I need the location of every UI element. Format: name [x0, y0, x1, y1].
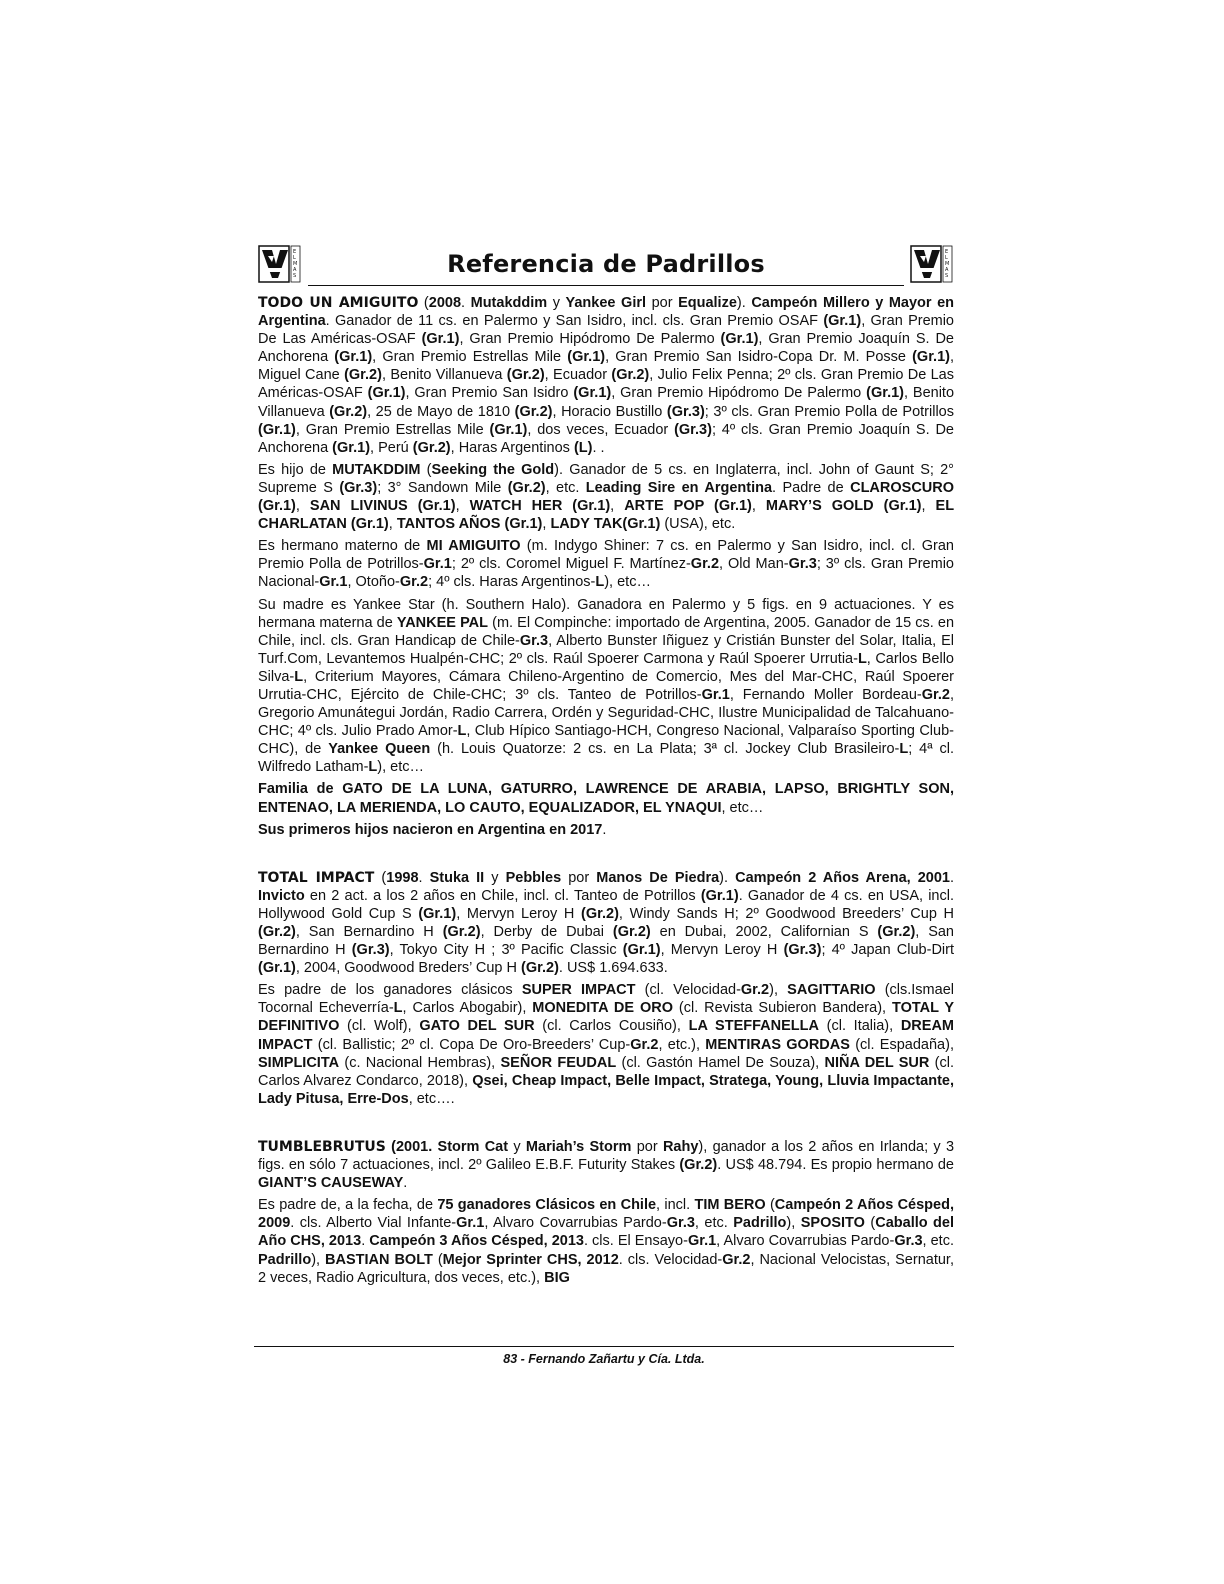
- text-run: Familia de GATO DE LA LUNA, GATURRO, LAWRENCE DE ARABIA, LAPSO, BRIGHTLY SON, ENTENAO, LA MERIENDA, LO CAUTO, EQUALIZADOR, EL YNAQUI: [258, 781, 954, 816]
- text-run: . US$ 1.694.633.: [558, 960, 668, 977]
- text-run: , incl.: [656, 1197, 695, 1214]
- text-run: L: [899, 741, 909, 758]
- text-run: ,: [388, 516, 397, 533]
- text-run: (Gr.2): [679, 1157, 718, 1174]
- text-run: ),: [769, 982, 788, 999]
- text-run: , Gran Premio San Isidro-Copa Dr. M. Posse: [605, 349, 913, 366]
- text-run: ; 3° Sandown Mile: [377, 479, 508, 496]
- svg-text:S: S: [293, 273, 297, 279]
- text-run: , etc.),: [658, 1036, 706, 1053]
- text-run: , San Bernardino H: [295, 924, 443, 940]
- text-run: , Mervyn Leroy H: [660, 942, 784, 959]
- svg-text:L: L: [293, 255, 296, 261]
- text-run: Campeón 2 Años Arena, 2001: [735, 869, 950, 886]
- text-run: (cl. Velocidad-: [635, 982, 741, 999]
- text-run: (Gr.3): [339, 479, 378, 496]
- text-run: L: [294, 668, 304, 685]
- text-run: , Gran Premio Joaquín S. De Anchorena: [258, 331, 954, 366]
- text-run: . Padre de: [772, 479, 851, 496]
- text-run: (cl. Gastón Hamel De Souza),: [616, 1054, 825, 1071]
- text-run: TOTAL Y DEFINITIVO: [258, 1000, 955, 1035]
- text-run: (c. Nacional Hembras),: [339, 1054, 501, 1071]
- text-run: 2008: [428, 295, 462, 311]
- text-run: Gr.3: [519, 632, 549, 649]
- text-run: Pebbles: [505, 869, 562, 886]
- text-run: Yankee Queen: [328, 741, 431, 758]
- entry-paragraph: [258, 596, 954, 777]
- text-run: , etc….: [408, 1090, 455, 1107]
- text-run: ; 4º cls. Gran Premio Joaquín S. De Anchorena: [258, 421, 954, 456]
- text-run: .: [418, 869, 430, 886]
- text-run: Campeón 3 Años Césped, 2013: [369, 1233, 584, 1250]
- text-run: Mutakddim: [470, 295, 548, 311]
- text-run: ; 4º cls. Haras Argentinos-: [428, 574, 596, 591]
- text-run: .: [602, 821, 607, 838]
- text-run: SUPER IMPACT: [521, 982, 636, 999]
- text-run: Seeking the Gold: [431, 461, 555, 478]
- text-run: (Gr.1): [258, 421, 296, 438]
- text-run: MI AMIGUITO: [426, 538, 521, 555]
- text-run: .: [950, 869, 955, 886]
- text-run: (Gr.1): [334, 349, 373, 366]
- text-run: ).: [719, 869, 736, 886]
- text-run: NIÑA DEL SUR: [824, 1054, 930, 1071]
- text-run: (Gr.1): [720, 331, 759, 348]
- text-run: (m. Indygo Shiner: 7 cs. en Palermo y San Isidro, incl. cl. Gran Premio Polla de Potrillos-: [258, 538, 954, 573]
- text-run: . cls. Velocidad-: [618, 1251, 723, 1268]
- text-run: (Gr.2): [612, 924, 651, 940]
- text-run: , Gran Premio Estrellas Mile: [295, 421, 490, 438]
- text-run: ).: [736, 295, 752, 311]
- text-run: , Club Hípico Santiago-HCH, Congreso Nacional, Valparaíso Sporting Club-CHC), de: [258, 723, 954, 758]
- text-run: Gr.2: [690, 556, 720, 573]
- text-run: , Gran Premio Estrellas Mile: [372, 349, 568, 366]
- text-run: , Derby de Dubai: [480, 924, 613, 940]
- text-run: Campeón Millero y Mayor en Argentina: [258, 295, 955, 330]
- text-run: (L): [573, 439, 593, 456]
- text-run: MUTAKDDIM: [332, 461, 421, 478]
- text-run: , Carlos Bello Silva-: [258, 650, 954, 685]
- text-run: L: [595, 574, 605, 591]
- footer-rule: [254, 1346, 954, 1347]
- text-run: , Windy Sands H; 2º Goodwood Breeders’ Cup H: [618, 905, 954, 922]
- document-page: [258, 240, 954, 1291]
- text-run: , Gran Premio Hipódromo De Palermo: [459, 331, 721, 348]
- text-run: (Gr.1): [700, 887, 739, 904]
- text-run: Gr.1: [687, 1233, 717, 1250]
- text-run: .: [361, 1233, 370, 1250]
- text-run: , Horacio Bustillo: [552, 403, 667, 420]
- text-run: Stuka II: [429, 869, 485, 886]
- page-header: [258, 240, 954, 288]
- text-run: , Mervyn Leroy H: [456, 905, 582, 922]
- text-run: en 2 act. a los 2 años en Chile, incl. cl. Tanteo de Potrillos: [304, 887, 701, 904]
- svg-text:M: M: [945, 261, 950, 267]
- text-run: (Gr.2): [442, 924, 481, 940]
- text-run: Qsei, Cheap Impact, Belle Impact, Stratega, Young, Lluvia Impactante, Lady Pitusa, Erre-Dos: [258, 1072, 955, 1107]
- text-run: y: [508, 1138, 526, 1155]
- text-run: (Gr.2): [412, 439, 451, 456]
- text-run: , Old Man-: [719, 556, 789, 573]
- text-run: y: [547, 295, 566, 311]
- text-run: por: [631, 1138, 663, 1155]
- text-run: Gr.1: [701, 686, 730, 703]
- text-run: Es padre de, a la fecha, de: [258, 1197, 438, 1214]
- text-run: ; 3º cls. Gran Premio Polla de Potrillos: [704, 403, 954, 420]
- text-run: (Gr.1): [258, 960, 296, 977]
- text-run: ), ganador a los 2 años en Irlanda; y 3 figs. en sólo 7 actuaciones, incl. 2º Galileo E.B.F. Futurity Stakes: [258, 1138, 955, 1174]
- text-run: , Alvaro Covarrubias Pardo-: [716, 1233, 895, 1250]
- text-run: (Gr.3): [783, 942, 822, 959]
- text-run: Gr.3: [894, 1233, 923, 1250]
- text-run: , Gran Premio De Las Américas-OSAF: [258, 313, 954, 348]
- text-run: ; 3º cls. Gran Premio Nacional-: [258, 556, 954, 591]
- text-run: , 2004, Goodwood Breders’ Cup H: [295, 960, 522, 977]
- text-run: (: [432, 1251, 443, 1268]
- text-run: , etc.: [922, 1233, 954, 1250]
- text-run: Sus primeros hijos nacieron en Argentina en 2017: [258, 821, 603, 838]
- text-run: , dos veces, Ecuador: [527, 421, 675, 438]
- text-run: ,: [455, 498, 470, 515]
- text-run: Gr.2: [630, 1036, 659, 1053]
- text-run: ), etc…: [604, 574, 651, 591]
- text-run: Invicto: [258, 887, 305, 904]
- text-run: SAGITTARIO: [787, 982, 876, 999]
- text-run: WATCH HER (Gr.1): [469, 498, 611, 515]
- text-run: ). Ganador de 5 cs. en Inglaterra, incl. John of Gaunt S; 2° Supreme S: [258, 461, 954, 496]
- text-run: Gr.2: [399, 574, 429, 591]
- text-run: L: [368, 759, 378, 776]
- text-run: ,: [542, 516, 551, 533]
- svg-text:E: E: [945, 249, 949, 255]
- text-run: (cl. Carlos Alvarez Condarco, 2018),: [258, 1054, 954, 1089]
- text-run: (: [418, 295, 429, 311]
- horse-name: TOTAL IMPACT: [258, 869, 375, 886]
- text-run: (Gr.1): [573, 385, 612, 402]
- text-run: Es hijo de: [258, 461, 333, 478]
- text-run: (Gr.1): [332, 439, 371, 456]
- text-run: . .: [592, 439, 605, 456]
- text-run: YANKEE PAL: [396, 614, 489, 631]
- text-run: CLAROSCURO (Gr.1): [258, 479, 955, 515]
- entry-paragraph: [258, 821, 954, 839]
- text-run: , Ecuador: [544, 367, 612, 384]
- svg-text:A: A: [293, 267, 297, 273]
- text-run: (Gr.3): [666, 403, 705, 420]
- text-run: BIG: [544, 1269, 570, 1286]
- text-run: Padrillo: [258, 1251, 312, 1268]
- text-run: (: [374, 869, 387, 886]
- text-run: , Nacional Velocistas, Sernatur, 2 veces, Radio Agricultura, dos veces, etc.),: [258, 1251, 954, 1286]
- text-run: (Gr.1): [418, 905, 457, 922]
- text-run: , Fernando Moller Bordeau-: [729, 686, 922, 703]
- text-run: , Benito Villanueva: [258, 385, 955, 420]
- text-run: (2001. Storm Cat: [385, 1138, 509, 1155]
- entry-paragraph: [258, 537, 954, 591]
- text-run: (Gr.3): [351, 942, 390, 959]
- text-run: LADY TAK(Gr.1): [550, 516, 661, 533]
- text-run: 75 ganadores Clásicos en Chile: [437, 1197, 657, 1214]
- text-run: GATO DEL SUR: [419, 1018, 535, 1035]
- text-run: L: [393, 1000, 403, 1017]
- text-run: , Gregorio Amunátegui Jordán, Radio Carrera, Ordén y Seguridad-CHC, Ilustre Municipalidad de Talcahuano-CHC; 4º cls. Julio Prado Amor-: [258, 686, 954, 740]
- text-run: , etc…: [721, 799, 764, 816]
- text-run: Caballo del Año CHS, 2013: [258, 1215, 955, 1250]
- text-run: . Ganador de 11 cs. en Palermo y San Isidro, incl. cls. Gran Premio OSAF: [325, 313, 824, 330]
- page-footer: 83 - Fernando Zañartu y Cía. Ltda.: [503, 1352, 705, 1366]
- logo-icon: [910, 242, 954, 286]
- text-run: Equalize: [678, 295, 737, 311]
- entry-paragraph: [258, 780, 954, 816]
- text-run: SEÑOR FEUDAL: [500, 1054, 617, 1071]
- text-run: Es padre de los ganadores clásicos: [258, 982, 522, 999]
- text-run: , Benito Villanueva: [381, 367, 507, 384]
- text-run: ,: [921, 498, 936, 515]
- text-run: (Gr.1): [367, 385, 406, 402]
- logo-icon: [258, 242, 302, 286]
- text-run: . cls. Alberto Vial Infante-: [290, 1215, 457, 1232]
- text-run: .: [403, 1175, 408, 1192]
- text-run: L: [857, 650, 867, 667]
- text-run: SAN LIVINUS (Gr.1): [309, 498, 456, 515]
- horse-name: TUMBLEBRUTUS: [258, 1138, 386, 1155]
- text-run: , etc.: [545, 479, 586, 496]
- text-run: (Gr.1): [421, 331, 460, 348]
- text-run: (cl. Wolf),: [339, 1018, 420, 1035]
- text-run: (Gr.2): [506, 367, 545, 384]
- text-run: (: [420, 461, 432, 478]
- text-run: TIM BERO: [694, 1197, 766, 1214]
- text-run: , Alberto Bunster Iñiguez y Cristián Bunster del Solar, Italia, El Turf.Com, Levantemos Hualpén-CHC; 2º cls. Raúl Spoerer Carmona y Raúl Spoerer Urrutia-: [258, 632, 954, 667]
- text-run: (Gr.2): [521, 960, 559, 977]
- text-run: . cls. El Ensayo-: [583, 1233, 688, 1250]
- text-run: (Gr.1): [622, 942, 661, 959]
- text-run: Es hermano materno de: [258, 538, 427, 555]
- text-run: MARY’S GOLD (Gr.1): [765, 498, 922, 515]
- svg-text:E: E: [293, 249, 297, 255]
- text-run: ,: [751, 498, 766, 515]
- text-run: (: [864, 1215, 876, 1232]
- text-run: Padrillo: [733, 1215, 787, 1232]
- text-run: SPOSITO: [800, 1215, 865, 1232]
- text-run: Rahy: [662, 1138, 699, 1155]
- text-run: , Gran Premio San Isidro: [405, 385, 574, 402]
- text-run: DREAM IMPACT: [258, 1018, 954, 1053]
- text-run: , Julio Felix Penna; 2º cls. Gran Premio De Las Américas-OSAF: [258, 367, 954, 402]
- text-run: Gr.1: [319, 574, 348, 591]
- entry-heading-paragraph: [258, 869, 954, 978]
- text-run: , Miguel Cane: [258, 349, 954, 384]
- text-run: (cl. Carlos Cousiño),: [534, 1018, 689, 1035]
- entry-paragraph: [258, 981, 954, 1108]
- text-run: por: [646, 295, 679, 311]
- text-run: (h. Louis Quatorze: 2 cs. en La Plata; 3ª cl. Jockey Club Brasileiro-: [430, 741, 900, 758]
- text-run: , Criterium Mayores, Cámara Chileno-Argentino de Comercio, Mes del Mar-CHC, Raúl Spoerer Urrutia-CHC, Ejército de Chile-CHC; 3º cls. Tanteo de Potrillos-: [258, 668, 954, 703]
- text-run: (cl. Italia),: [818, 1018, 901, 1035]
- entry-paragraph: [258, 1196, 954, 1286]
- text-run: BASTIAN BOLT: [325, 1251, 433, 1268]
- text-run: (: [765, 1197, 775, 1214]
- text-run: MENTIRAS GORDAS: [705, 1036, 850, 1053]
- svg-text:S: S: [945, 273, 949, 279]
- text-run: Gr.3: [666, 1215, 695, 1232]
- text-run: (Gr.3): [674, 421, 712, 438]
- text-run: (Gr.2): [581, 905, 619, 922]
- text-run: por: [561, 869, 597, 886]
- text-run: Gr.1: [423, 556, 452, 573]
- text-run: Gr.2: [921, 686, 950, 703]
- text-run: ),: [311, 1251, 326, 1268]
- text-run: .: [461, 295, 471, 311]
- text-run: ARTE POP (Gr.1): [624, 498, 752, 515]
- text-run: Gr.3: [788, 556, 817, 573]
- text-run: ,: [610, 498, 625, 515]
- text-run: Campeón 2 Años Césped, 2009: [258, 1197, 954, 1232]
- text-run: (cl. Ballistic; 2º cl. Copa De Oro-Breeders’ Cup-: [312, 1036, 631, 1053]
- text-run: (m. El Compinche: importado de Argentina, 2005. Ganador de 15 cs. en Chile, incl. cls. Gran Handicap de Chile-: [258, 614, 955, 649]
- entry-paragraph: [258, 461, 954, 533]
- text-run: (Gr.2): [877, 924, 916, 940]
- text-run: Su madre es Yankee Star (h. Southern Halo). Ganadora en Palermo y 5 figs. en 9 actuaciones. Y es hermana materna de: [258, 596, 954, 631]
- text-run: (Gr.1): [823, 313, 862, 330]
- text-run: Mariah’s Storm: [525, 1138, 632, 1155]
- text-run: , Alvaro Covarrubias Pardo-: [484, 1215, 667, 1232]
- text-run: (USA), etc.: [660, 516, 736, 533]
- text-run: , Tokyo City H ; 3º Pacific Classic: [389, 942, 623, 959]
- text-run: (Gr.1): [866, 385, 904, 402]
- page-title: Referencia de Padrillos: [447, 250, 765, 278]
- text-run: (Gr.2): [329, 403, 368, 420]
- text-run: (Gr.2): [611, 367, 650, 384]
- text-run: (Gr.2): [258, 924, 296, 940]
- text-run: ), etc…: [377, 759, 424, 776]
- text-run: , 25 de Mayo de 1810: [367, 403, 515, 420]
- text-run: , Perú: [370, 439, 413, 456]
- text-run: (Gr.2): [507, 479, 546, 496]
- text-run: , Haras Argentinos: [450, 439, 574, 456]
- text-run: Gr.1: [456, 1215, 485, 1232]
- text-run: ; 4ª cl. Wilfredo Latham-: [258, 741, 954, 776]
- text-run: (cl. Revista Subieron Bandera),: [673, 1000, 892, 1017]
- text-run: ; 2º cls. Coromel Miguel F. Martínez-: [451, 556, 691, 573]
- text-run: Yankee Girl: [565, 295, 647, 311]
- document-body: [258, 294, 954, 1287]
- text-run: (Gr.1): [912, 349, 950, 366]
- text-run: LA STEFFANELLA: [688, 1018, 819, 1035]
- text-run: . Ganador de 4 cs. en USA, incl. Hollywood Gold Cup S: [258, 887, 954, 922]
- text-run: (Gr.2): [514, 403, 553, 420]
- text-run: , Otoño-: [347, 574, 400, 591]
- text-run: MONEDITA DE ORO: [532, 1000, 674, 1017]
- text-run: ),: [786, 1215, 801, 1232]
- text-run: , Gran Premio Hipódromo De Palermo: [611, 385, 867, 402]
- text-run: y: [484, 869, 506, 886]
- text-run: Manos De Piedra: [596, 869, 720, 886]
- entry-heading-paragraph: [258, 294, 954, 457]
- header-underline: [308, 285, 904, 286]
- text-run: (Gr.1): [489, 421, 528, 438]
- text-run: , Carlos Abogabir),: [402, 1000, 533, 1017]
- text-run: (Gr.1): [567, 349, 606, 366]
- text-run: Mejor Sprinter CHS, 2012: [442, 1251, 619, 1268]
- text-run: EL CHARLATAN (Gr.1): [258, 498, 955, 533]
- text-run: (cl. Espadaña),: [849, 1036, 954, 1053]
- svg-text:L: L: [945, 255, 948, 261]
- text-run: Leading Sire en Argentina: [585, 479, 773, 496]
- text-run: ,: [295, 498, 310, 515]
- svg-text:A: A: [945, 267, 949, 273]
- text-run: ; 4º Japan Club-Dirt: [821, 942, 954, 959]
- text-run: , San Bernardino H: [258, 924, 955, 959]
- svg-text:M: M: [293, 261, 298, 267]
- text-run: TANTOS AÑOS (Gr.1): [396, 516, 543, 533]
- text-run: GIANT’S CAUSEWAY: [258, 1175, 404, 1192]
- text-run: (Gr.2): [344, 367, 382, 384]
- horse-name: TODO UN AMIGUITO: [258, 295, 419, 311]
- text-run: Gr.2: [740, 982, 770, 999]
- text-run: SIMPLICITA: [258, 1054, 340, 1071]
- entry-heading-paragraph: [258, 1138, 954, 1192]
- text-run: , etc.: [694, 1215, 734, 1232]
- text-run: 1998: [386, 869, 419, 886]
- text-run: (cls.Ismael Tocornal Echeverría-: [258, 982, 954, 1017]
- text-run: en Dubai, 2002, Californian S: [650, 924, 878, 940]
- text-run: L: [457, 723, 467, 740]
- text-run: . US$ 48.794. Es propio hermano de: [717, 1157, 955, 1174]
- text-run: Gr.2: [722, 1251, 751, 1268]
